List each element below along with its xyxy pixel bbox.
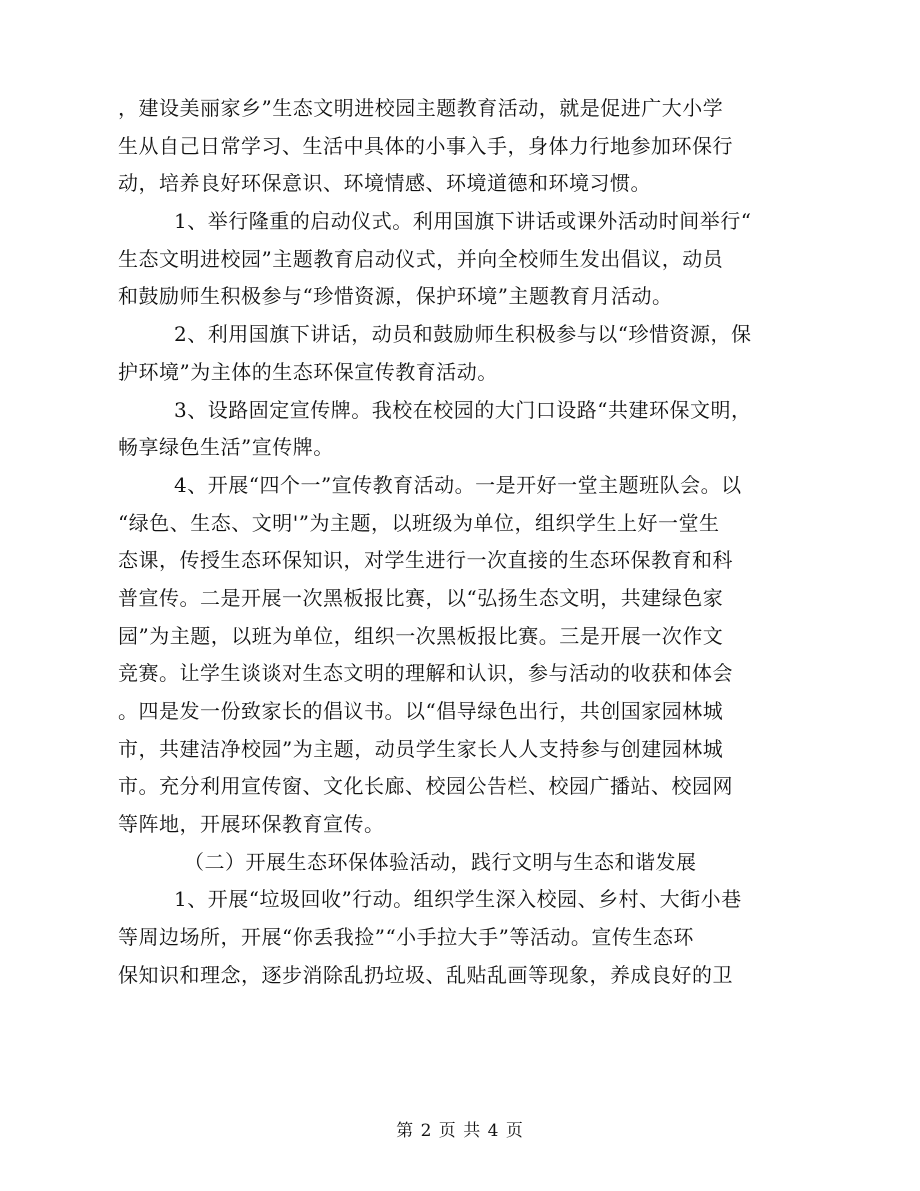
text-line: 3、设路固定宣传牌。我校在校园的大门口设路“共建环保文明， — [174, 397, 752, 422]
text-line: 生从自己日常学习、生活中具体的小事入手，身体力行地参加环保行 — [118, 133, 733, 158]
text-line: 。四是发一份致家长的倡议书。以“倡导绿色出行，共创国家园林城 — [118, 699, 724, 723]
text-line: 4、开展“四个一”宣传教育活动。一是开好一堂主题班队会。以 — [174, 472, 742, 497]
text-line: 1、举行隆重的启动仪式。利用国旗下讲话或课外活动时间举行“ — [174, 209, 752, 234]
text-line: 态课，传授生态环保知识，对学生进行一次直接的生态环保教育和科 — [118, 548, 733, 573]
text-line: “绿色、生态、文明'”为主题，以班级为单位，组织学生上好一堂生 — [118, 510, 720, 535]
text-line: 2、利用国旗下讲话，动员和鼓励师生积极参与以“珍惜资源，保 — [174, 322, 752, 347]
page-number: 第 2 页 共 4 页 — [396, 1121, 524, 1141]
text-line: 竞赛。让学生谈谈对生态文明的理解和认识，参与活动的收获和体会 — [118, 661, 733, 686]
text-line: 保知识和理念，逐步消除乱扔垃圾、乱贴乱画等现象，养成良好的卫 — [118, 962, 733, 987]
text-line: 动，培养良好环保意识、环境情感、环境道德和环境习惯。 — [118, 171, 651, 196]
text-line: ，建设美丽家乡”生态文明进校园主题教育活动，就是促进广大小学 — [118, 96, 724, 120]
text-line: 市，共建洁净校园”为主题，动员学生家长人人支持参与创建园林城 — [118, 736, 724, 761]
text-line: 畅享绿色生活”宣传牌。 — [118, 435, 334, 460]
text-line: 护环境”为主体的生态环保宣传教育活动。 — [118, 359, 498, 384]
text-line: 1、开展“垃圾回收”行动。组织学生深入校园、乡村、大街小巷 — [174, 887, 742, 912]
text-line: 和鼓励师生积极参与“珍惜资源，保护环境”主题教育月活动。 — [118, 284, 673, 309]
section-heading: （二）开展生态环保体验活动，践行文明与生态和谐发展 — [184, 849, 697, 874]
document-body — [118, 90, 804, 995]
text-line: 市。充分利用宣传窗、文化长廊、校园公告栏、校园广播站、校园网 — [118, 774, 733, 799]
text-line: 等周边场所，开展“你丢我捡”“小手拉大手”等活动。宣传生态环 — [118, 925, 694, 950]
text-line: 生态文明进校园”主题教育启动仪式，并向全校师生发出倡议，动员 — [118, 246, 724, 271]
text-line: 等阵地，开展环保教育宣传。 — [118, 812, 385, 837]
text-line: 园”为主题，以班为单位，组织一次黑板报比赛。三是开展一次作文 — [118, 623, 724, 648]
text-line: 普宣传。二是开展一次黑板报比赛，以“弘扬生态文明，共建绿色家 — [118, 585, 724, 610]
